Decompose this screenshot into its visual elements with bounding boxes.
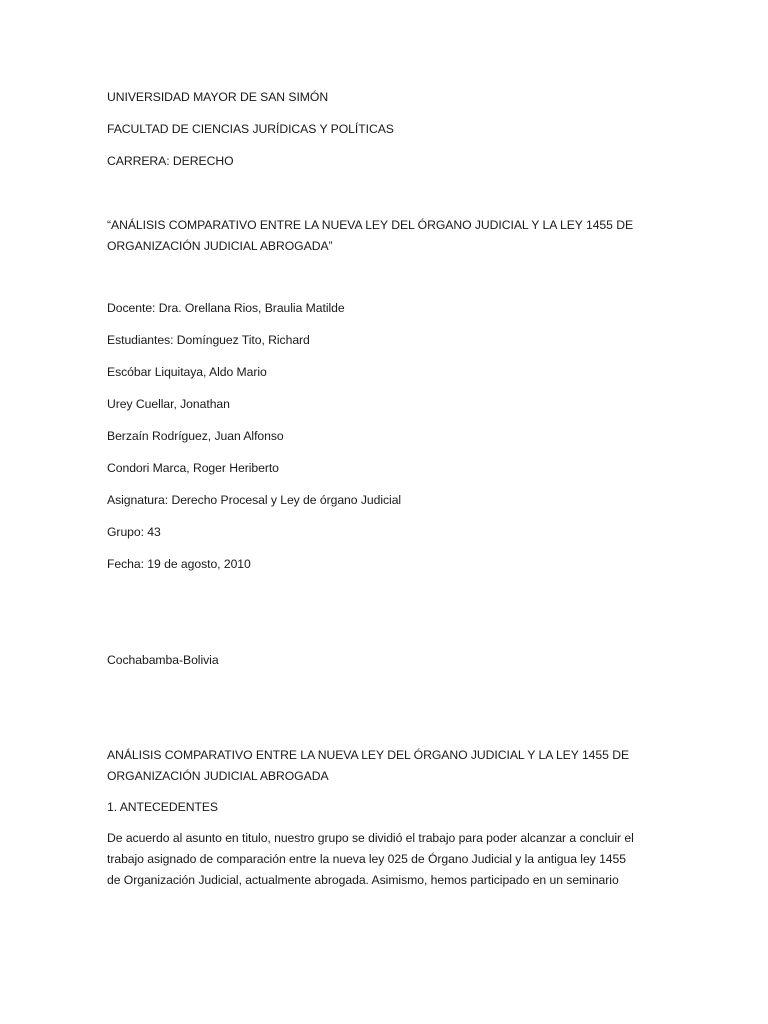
date-line: Fecha: 19 de agosto, 2010 [107,557,251,571]
student-name: Escóbar Liquitaya, Aldo Mario [107,365,267,379]
students-line: Estudiantes: Domínguez Tito, Richard [107,333,310,347]
student-name: Condori Marca, Roger Heriberto [107,461,279,475]
group-line: Grupo: 43 [107,525,161,539]
subject-line: Asignatura: Derecho Procesal y Ley de órgano Judicial [107,493,402,507]
career-name: CARRERA: DERECHO [107,154,234,168]
body-title-line-1: ANÁLISIS COMPARATIVO ENTRE LA NUEVA LEY DEL ÓRGANO JUDICIAL Y LA LEY 1455 DE [107,748,630,762]
paragraph-line: De acuerdo al asunto en titulo, nuestro grupo se dividió el trabajo para poder alcanzar a concluir el [107,831,634,845]
cover-title-line-2: ORGANIZACIÓN JUDICIAL ABROGADA” [107,239,333,253]
paragraph-line: trabajo asignado de comparación entre la nueva ley 025 de Órgano Judicial y la antigua ley 1455 [107,852,626,866]
paragraph-line: de Organización Judicial, actualmente abrogada. Asimismo, hemos participado en un seminario [107,873,619,887]
place-line: Cochabamba-Bolivia [107,653,219,667]
section-heading: 1. ANTECEDENTES [107,800,218,814]
student-name: Urey Cuellar, Jonathan [107,397,230,411]
faculty-name: FACULTAD DE CIENCIAS JURÍDICAS Y POLÍTICAS [107,122,394,136]
antecedentes-paragraph [107,828,667,891]
body-title-line-2: ORGANIZACIÓN JUDICIAL ABROGADA [107,769,329,783]
student-name: Berzaín Rodríguez, Juan Alfonso [107,429,284,443]
university-name: UNIVERSIDAD MAYOR DE SAN SIMÓN [107,90,329,104]
cover-title-line-1: “ANÁLISIS COMPARATIVO ENTRE LA NUEVA LEY DEL ÓRGANO JUDICIAL Y LA LEY 1455 DE [107,218,634,232]
teacher-line: Docente: Dra. Orellana Rios, Braulia Matilde [107,301,345,315]
